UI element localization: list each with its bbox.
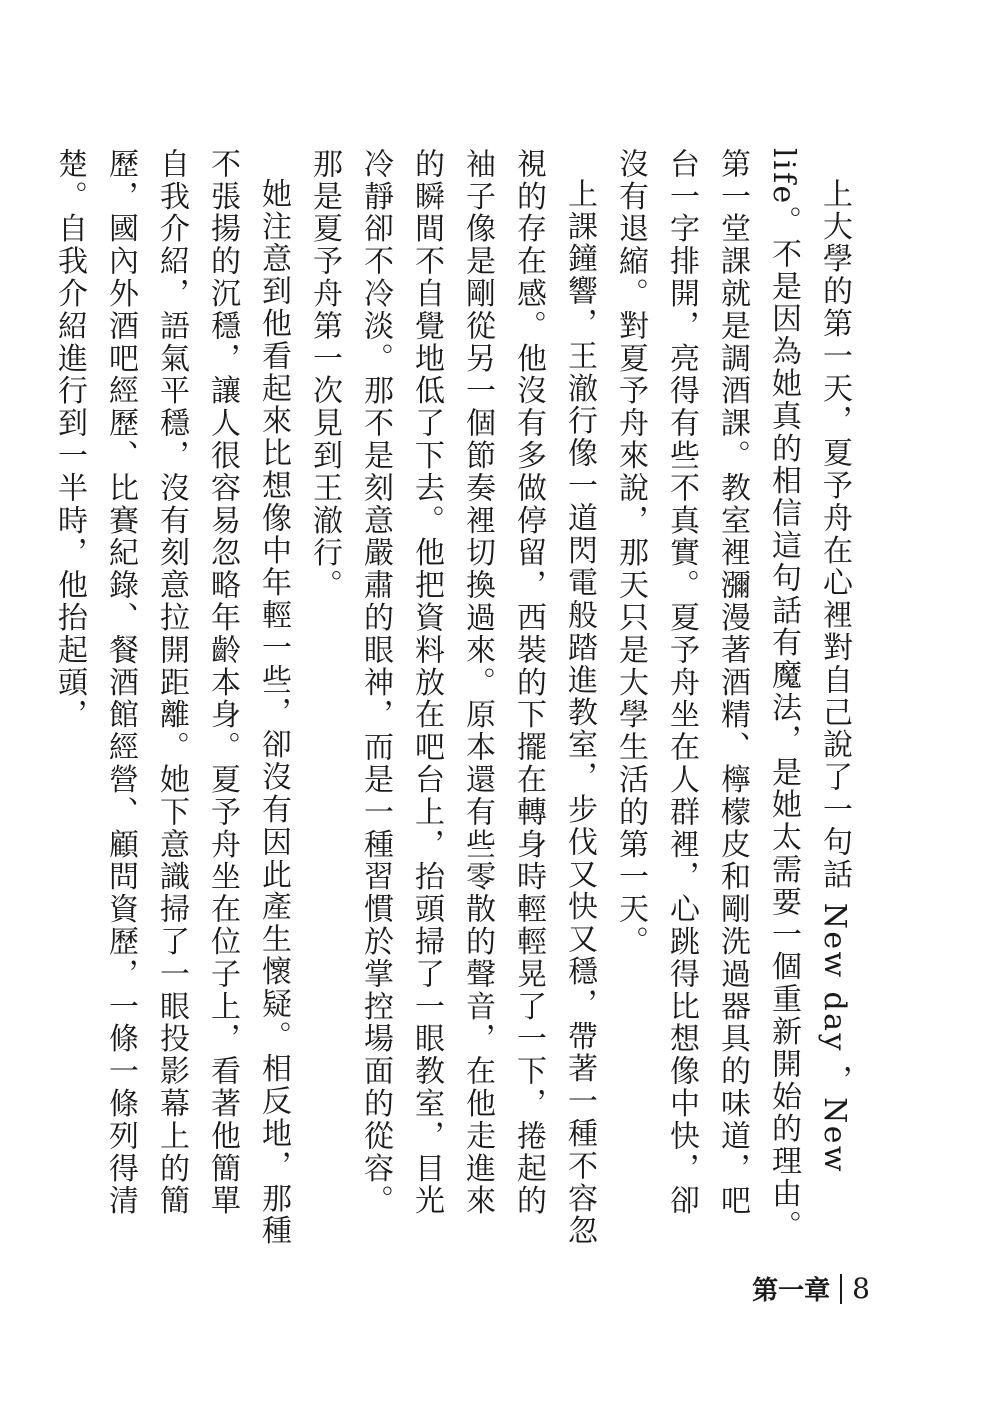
page-number: 8 xyxy=(852,1272,870,1305)
page-footer xyxy=(752,1270,870,1307)
footer-divider xyxy=(840,1274,842,1304)
paragraph-3: 她注意到他看起來比想像中年輕一些，卻沒有因此產生懷疑。相反地，那種不張揚的沉穩，讓人很容易忽略年齡本身。夏予舟坐在位子上，看著他簡單自我介紹，語氣平穩，沒有刻意拉開距離。她下意識掃了一眼投影幕上的簡歷，國內外酒吧經歷、比賽紀錄、餐酒館經營、顧問資歷，一條一條列得清楚。自我介紹進行到一半時，他抬起頭， xyxy=(52,148,291,1248)
body-text xyxy=(44,148,860,1248)
paragraph-2: 上課鐘響，王澈行像一道閃電般踏進教室，步伐又快又穩，帶著一種不容忽視的存在感。他沒有多做停留，西裝的下擺在轉身時輕輕晃了一下，捲起的袖子像是剛從另一個節奏裡切換過來。原本還有些零散的聲音，在他走進來的瞬間不自覺地低了下去。他把資料放在吧台上，抬頭掃了一眼教室，目光冷靜卻不冷淡。那不是刻意嚴肅的眼神，而是一種習慣於掌控場面的從容。那是夏予舟第一次見到王澈行。 xyxy=(307,148,597,1248)
chapter-label: 第一章 xyxy=(752,1276,831,1306)
paragraph-1: 上大學的第一天，夏予舟在心裡對自己說了一句話 New day ，New life。不是因為她真的相信這句話有魔法，是她太需要一個重新開始的理由。第一堂課就是調酒課。教室裡瀰漫著酒精、檸檬皮和剛洗過器具的味道，吧台一字排開，亮得有些不真實。夏予舟坐在人群裡，心跳得比想像中快，卻沒有退縮。對夏予舟來說，那天只是大學生活的第一天。 xyxy=(613,148,852,1243)
